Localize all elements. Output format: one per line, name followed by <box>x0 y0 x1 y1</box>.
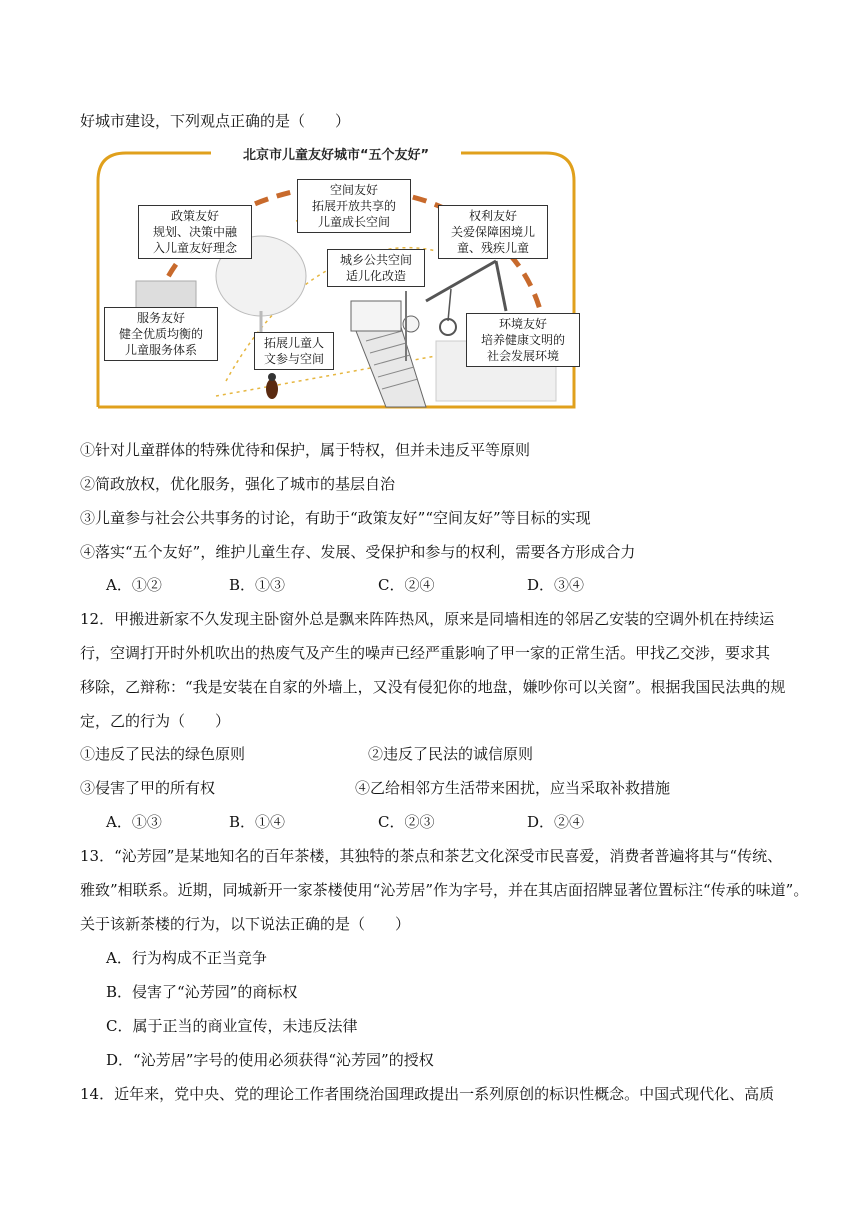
q11-statement-1: ①针对儿童群体的特殊优待和保护，属于特权，但并未违反平等原则 <box>80 441 531 459</box>
box-line: 关爱保障困境儿 <box>450 225 535 239</box>
q12-statement-1: ①违反了民法的绿色原则 <box>80 745 246 763</box>
box-line: 空间友好 <box>329 183 378 197</box>
box-line: 拓展儿童人 <box>263 336 324 350</box>
box-line: 童、残疾儿童 <box>456 241 529 255</box>
box-line: 适儿化改造 <box>345 269 406 283</box>
box-environment-friendly <box>466 313 580 367</box>
q11-statement-4: ④落实“五个友好”，维护儿童生存、发展、受保护和参与的权利，需要各方形成合力 <box>80 543 636 561</box>
box-line: 城乡公共空间 <box>339 253 412 267</box>
question-intro-tail: 好城市建设，下列观点正确的是（ ） <box>80 112 351 130</box>
q13-option-d[interactable]: D．“沁芳居”字号的使用必须获得“沁芳园”的授权 <box>106 1051 434 1069</box>
q12-option-d[interactable]: D．②④ <box>527 813 585 831</box>
box-line: 文参与空间 <box>263 352 324 366</box>
box-line: 权利友好 <box>468 209 517 223</box>
q14-stem-line-1: 14．近年来，党中央、党的理论工作者围绕治国理政提出一系列原创的标识性概念。中国式现代化、高质 <box>80 1085 775 1103</box>
five-friendly-figure <box>96 141 576 409</box>
q12-option-a[interactable]: A．①③ <box>106 813 162 831</box>
q12-stem-line-4: 定，乙的行为（ ） <box>80 712 231 730</box>
box-participation-space <box>254 332 334 370</box>
box-line: 健全优质均衡的 <box>118 327 203 341</box>
q11-option-a[interactable]: A．①② <box>106 576 162 594</box>
box-line: 服务友好 <box>136 311 185 325</box>
box-line: 入儿童友好理念 <box>152 241 237 255</box>
q13-stem-line-3: 关于该新茶楼的行为，以下说法正确的是（ ） <box>80 915 411 933</box>
q13-option-a[interactable]: A．行为构成不正当竞争 <box>106 949 267 967</box>
q12-stem-line-2: 行，空调打开时外机吹出的热废气及产生的噪声已经严重影响了甲一家的正常生活。甲找乙交涉，要求其 <box>80 644 771 662</box>
box-line: 培养健康文明的 <box>480 333 565 347</box>
box-line: 规划、决策中融 <box>152 225 237 239</box>
q13-option-c[interactable]: C．属于正当的商业宣传，未违反法律 <box>106 1017 358 1035</box>
box-line: 拓展开放共享的 <box>311 199 396 213</box>
figure-title: 北京市儿童友好城市“五个友好” <box>242 148 430 163</box>
box-urban-rural-space <box>327 249 425 287</box>
q12-stem-line-3: 移除，乙辩称：“我是安装在自家的外墙上，又没有侵犯你的地盘，嫌吵你可以关窗”。根据我国民法典的规 <box>80 678 786 696</box>
q13-stem-line-2: 雅致”相联系。近期，同城新开一家茶楼使用“沁芳居”作为字号，并在其店面招牌显著位置标注“传承的味道”。 <box>80 881 809 899</box>
box-rights-friendly <box>438 205 548 259</box>
q11-statement-2: ②简政放权，优化服务，强化了城市的基层自治 <box>80 475 396 493</box>
q12-option-b[interactable]: B．①④ <box>229 813 286 831</box>
q11-option-b[interactable]: B．①③ <box>229 576 286 594</box>
box-space-friendly <box>297 179 411 233</box>
q12-statement-3: ③侵害了甲的所有权 <box>80 779 216 797</box>
box-line: 社会发展环境 <box>486 349 559 363</box>
q11-statement-3: ③儿童参与社会公共事务的讨论，有助于“政策友好”“空间友好”等目标的实现 <box>80 509 591 527</box>
q11-option-c[interactable]: C．②④ <box>378 576 435 594</box>
q12-stem-line-1: 12．甲搬进新家不久发现主卧窗外总是飘来阵阵热风，原来是同墙相连的邻居乙安装的空调外机在持续运 <box>80 610 775 628</box>
box-line: 儿童成长空间 <box>317 215 390 229</box>
q11-option-d[interactable]: D．③④ <box>527 576 585 594</box>
q12-statement-4: ④乙给相邻方生活带来困扰，应当采取补救措施 <box>355 779 671 797</box>
box-service-friendly <box>104 307 218 361</box>
q12-option-c[interactable]: C．②③ <box>378 813 435 831</box>
box-line: 政策友好 <box>170 209 219 223</box>
box-policy-friendly <box>138 205 252 259</box>
box-line: 儿童服务体系 <box>124 343 197 357</box>
q12-statement-2: ②违反了民法的诚信原则 <box>368 745 534 763</box>
q13-stem-line-1: 13．“沁芳园”是某地知名的百年茶楼，其独特的茶点和茶艺文化深受市民喜爱，消费者普遍将其与“传统、 <box>80 847 783 865</box>
box-line: 环境友好 <box>498 317 547 331</box>
q13-option-b[interactable]: B．侵害了“沁芳园”的商标权 <box>106 983 298 1001</box>
